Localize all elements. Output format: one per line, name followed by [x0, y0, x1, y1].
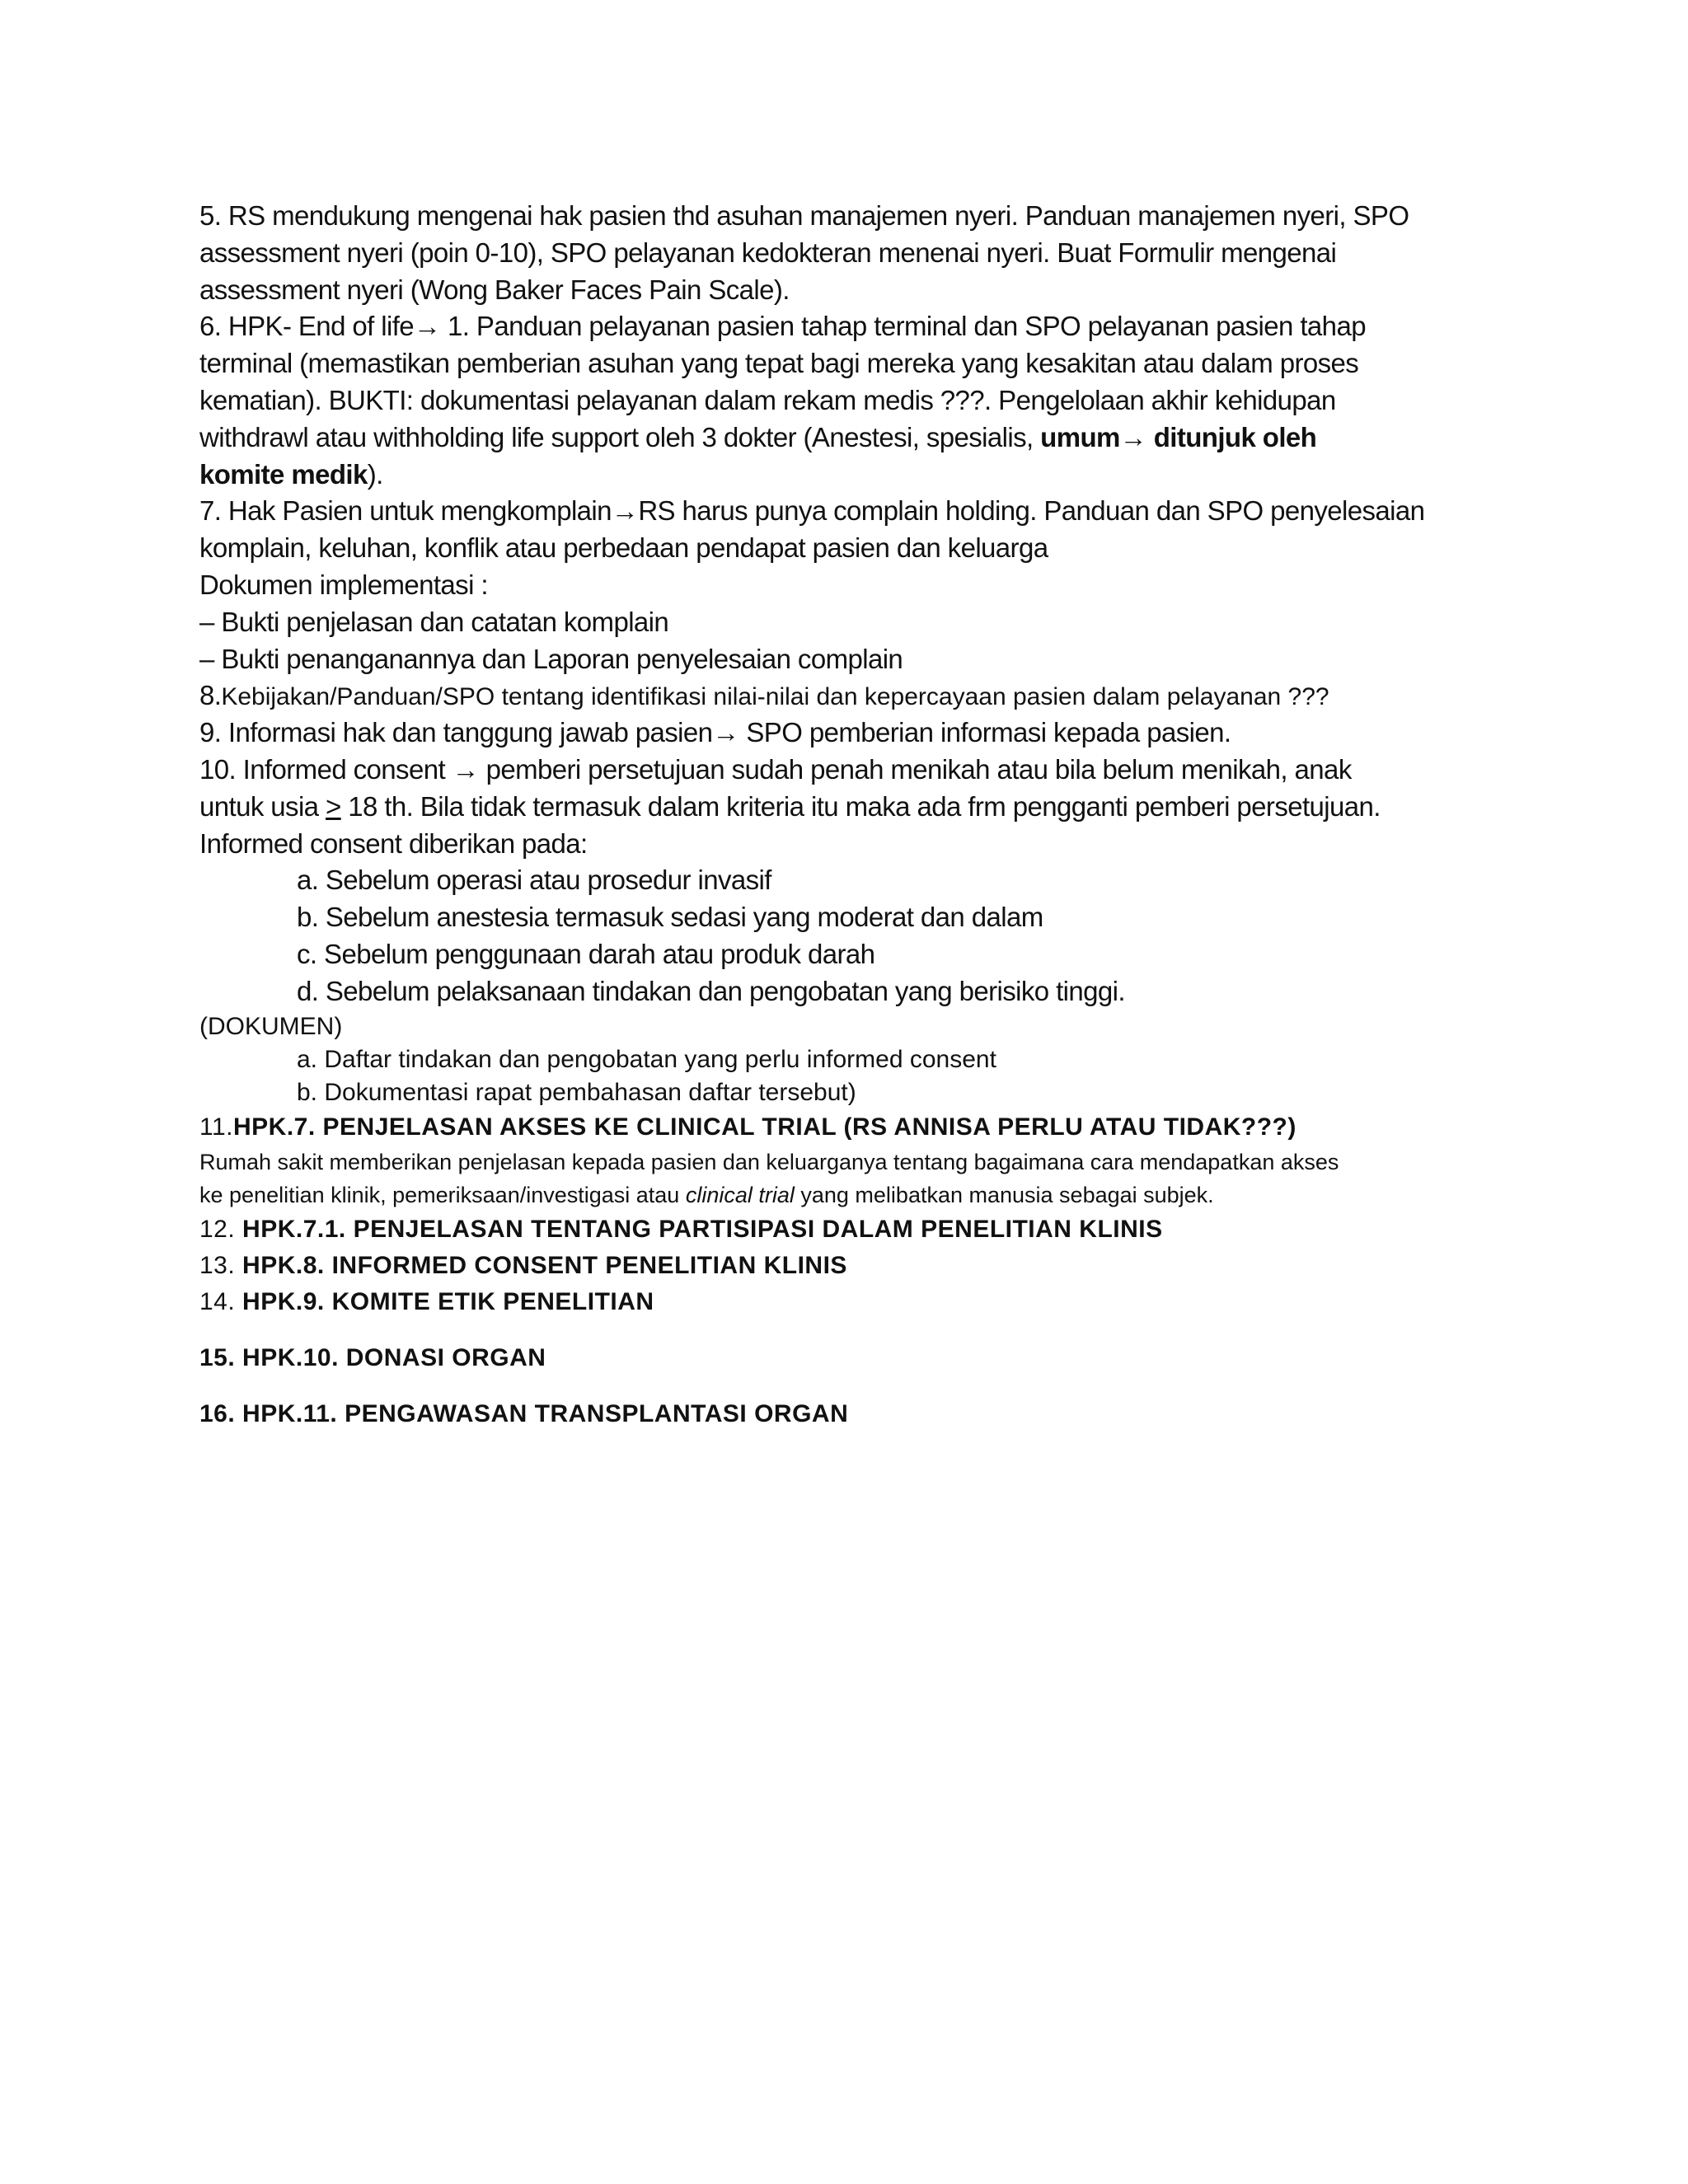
list-item: a. Sebelum operasi atau prosedur invasif [297, 865, 771, 896]
line-part: ). [367, 458, 383, 490]
line-part: HPK.8. INFORMED CONSENT PENELITIAN KLINIS [242, 1251, 847, 1279]
spacer [199, 1320, 1502, 1340]
text-line: Dokumen implementasi : [199, 569, 488, 600]
section-heading [199, 1212, 1502, 1248]
list-item: b. Sebelum anestesia termasuk sedasi yang moderat dan dalam [297, 902, 1043, 933]
text-line: assessment nyeri (Wong Baker Faces Pain Scale). [199, 274, 790, 305]
list-item: c. Sebelum penggunaan darah atau produk darah [297, 938, 875, 969]
line-part: 11. [199, 1113, 233, 1141]
text-line: terminal (memastikan pemberian asuhan yang tepat bagi mereka yang kesakitan atau dalam proses [199, 348, 1359, 379]
text-line [199, 493, 1502, 530]
text-line [199, 677, 1502, 715]
bold-text: umum [1040, 421, 1120, 452]
text-line [199, 715, 1502, 752]
line-part: HPK.9. KOMITE ETIK PENELITIAN [242, 1287, 654, 1315]
text-line: (DOKUMEN) [199, 1012, 343, 1040]
text-line: assessment nyeri (poin 0-10), SPO pelayanan kedokteran menenai nyeri. Buat Formulir mengenai [199, 237, 1337, 268]
text-line [199, 308, 1502, 345]
text-line: komplain, keluhan, konflik atau perbedaan pendapat pasien dan keluarga [199, 532, 1048, 564]
line-part: SPO pemberian informasi kepada pasien. [738, 717, 1231, 748]
list-item: b. Dokumentasi rapat pembahasan daftar tersebut) [297, 1078, 856, 1106]
text-line [199, 1179, 1502, 1212]
line-part: 7. Hak Pasien untuk mengkomplain [199, 495, 612, 527]
line-part: > [326, 790, 341, 822]
section-heading [199, 1284, 1502, 1320]
arrow-icon: → [452, 753, 479, 785]
section-heading: 15. HPK.10. DONASI ORGAN [199, 1343, 546, 1371]
italic-text: clinical trial [685, 1182, 795, 1207]
text-line: – Bukti penjelasan dan catatan komplain [199, 606, 669, 637]
line-part: RS harus punya complain holding. Panduan dan SPO penyelesaian [638, 495, 1425, 527]
section-heading [199, 1109, 1502, 1146]
line-part: untuk usia [199, 790, 326, 822]
text-line: Informed consent diberikan pada: [199, 827, 588, 859]
text-line: Rumah sakit memberikan penjelasan kepada pasien dan keluarganya tentang bagaimana cara mendapatkan akses [199, 1149, 1339, 1174]
section-heading: 16. HPK.11. PENGAWASAN TRANSPLANTASI ORGAN [199, 1399, 849, 1427]
text-line: kematian). BUKTI: dokumentasi pelayanan dalam rekam medis ???. Pengelolaan akhir kehidupan [199, 384, 1336, 415]
line-part: 14. [199, 1287, 243, 1315]
line-part: HPK.7.1. PENJELASAN TENTANG PARTISIPASI DALAM PENELITIAN KLINIS [242, 1215, 1163, 1243]
document-body [199, 198, 1502, 1432]
section-heading [199, 1248, 1502, 1284]
arrow-icon: → [712, 717, 739, 748]
line-part: 10. Informed consent [199, 753, 452, 785]
line-part: yang melibatkan manusia sebagai subjek. [794, 1182, 1214, 1207]
arrow-icon: → [414, 311, 441, 342]
line-part: 1. Panduan pelayanan pasien tahap terminal dan SPO pelayanan pasien tahap [440, 311, 1366, 342]
list-item: d. Sebelum pelaksanaan tindakan dan pengobatan yang berisiko tinggi. [297, 975, 1125, 1006]
spacer [199, 1376, 1502, 1396]
line-part: 8. [199, 680, 222, 711]
line-part: withdrawl atau withholding life support oleh 3 dokter (Anestesi, spesialis, [199, 421, 1041, 452]
bold-text: komite medik [199, 458, 368, 490]
list-item: a. Daftar tindakan dan pengobatan yang perlu informed consent [297, 1045, 996, 1073]
line-part: ke penelitian klinik, pemeriksaan/investigasi atau [199, 1182, 686, 1207]
line-part: pemberi persetujuan sudah penah menikah atau bila belum menikah, anak [479, 753, 1352, 785]
line-part: 18 th. Bila tidak termasuk dalam kriteria itu maka ada frm pengganti pemberi persetujuan. [340, 790, 1381, 822]
line-part: 9. Informasi hak dan tanggung jawab pasien [199, 717, 713, 748]
text-line [199, 789, 1502, 826]
text-line: – Bukti penanganannya dan Laporan penyelesaian complain [199, 643, 903, 674]
text-line [199, 457, 1502, 494]
text-line: 5. RS mendukung mengenai hak pasien thd asuhan manajemen nyeri. Panduan manajemen nyeri, SPO [199, 200, 1409, 231]
line-part: 13. [199, 1251, 243, 1279]
arrow-icon: → [611, 495, 639, 527]
bold-text: ditunjuk oleh [1146, 421, 1317, 452]
text-line [199, 419, 1502, 457]
line-part: 12. [199, 1215, 243, 1243]
line-part: Kebijakan/Panduan/SPO tentang identifikasi nilai-nilai dan kepercayaan pasien dalam pelayanan ??? [221, 683, 1329, 711]
line-part: HPK.7. PENJELASAN AKSES KE CLINICAL TRIAL (RS ANNISA PERLU ATAU TIDAK???) [232, 1113, 1296, 1141]
arrow-icon: → [1119, 421, 1147, 452]
text-line [199, 752, 1502, 789]
line-part: 6. HPK- End of life [199, 311, 415, 342]
